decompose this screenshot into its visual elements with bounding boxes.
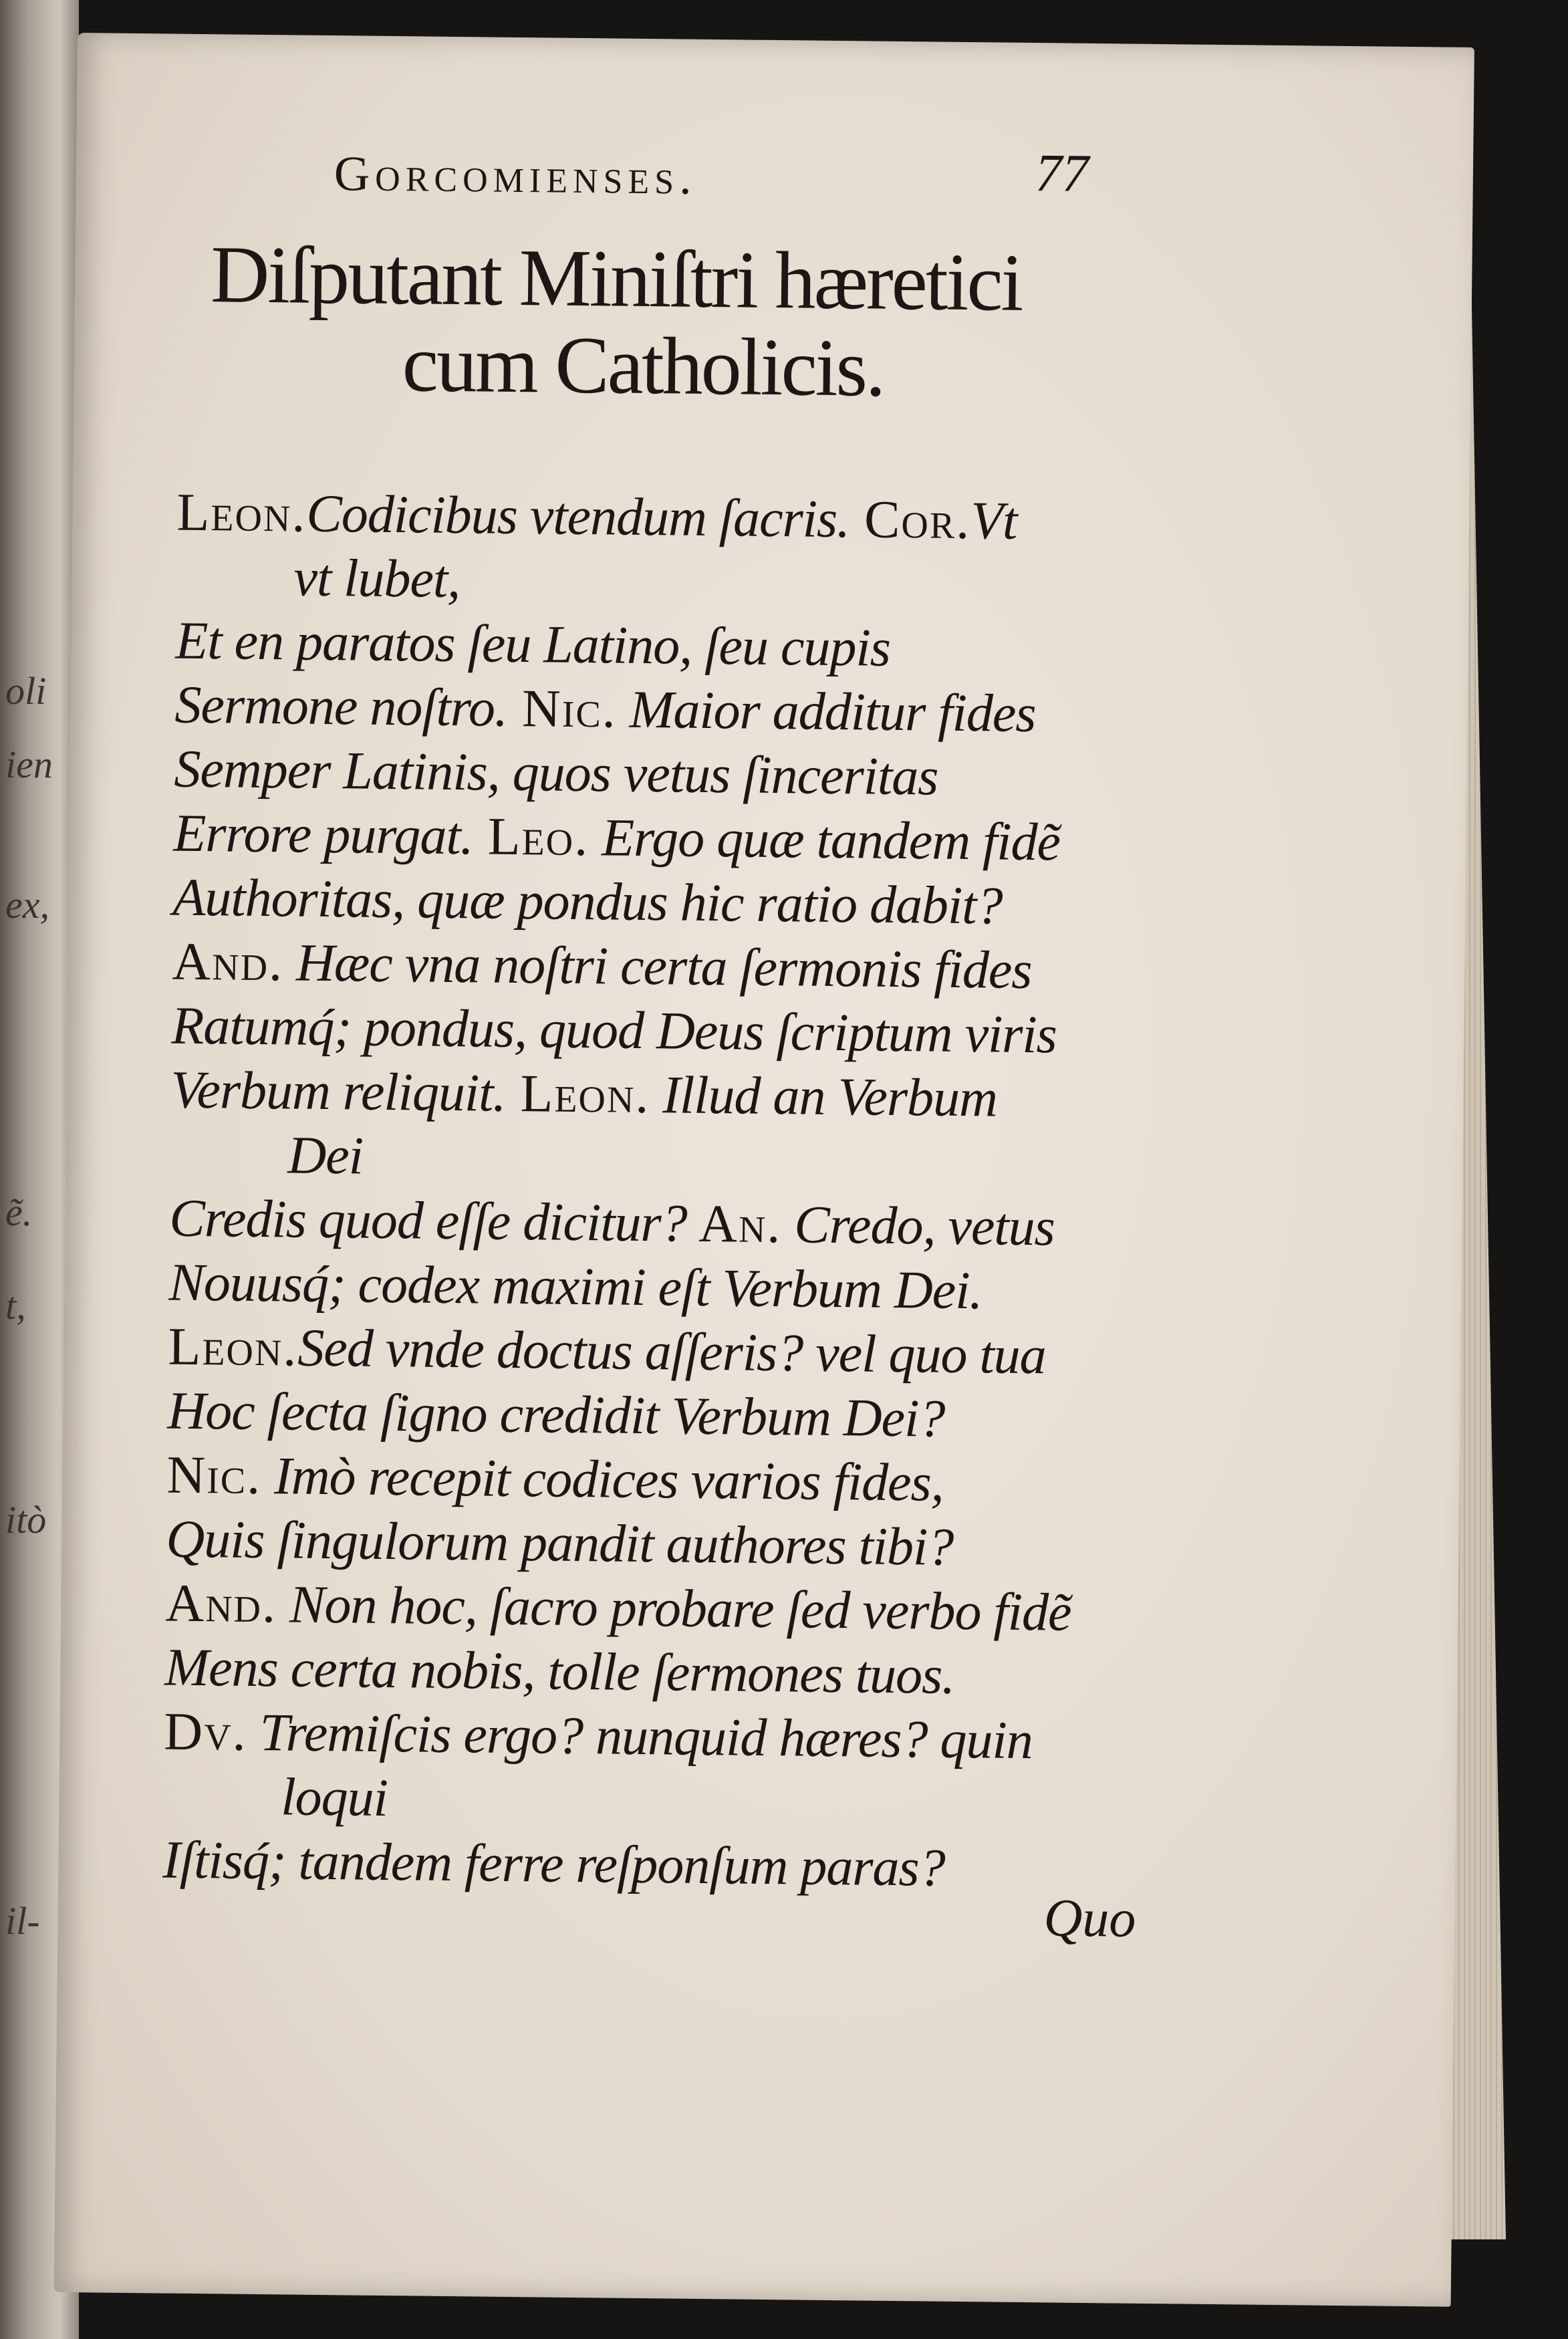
- verse-line: [175, 609, 1081, 683]
- verse-text: Mens certa nobis, tolle ſermones tuos.: [164, 1638, 955, 1705]
- speaker-label: And.: [165, 1574, 277, 1634]
- verse-text: Dei: [287, 1126, 364, 1186]
- verse-text: Iſtisq́; tandem ferre reſponſum paras?: [162, 1830, 946, 1898]
- speaker-label: Leo.: [473, 807, 590, 868]
- verse-line: [174, 673, 1081, 747]
- verse-line: [166, 1507, 1072, 1581]
- left-page-fragment: itò: [5, 1498, 47, 1542]
- left-page-fragment: oli: [5, 669, 47, 713]
- catchword: Quo: [1043, 1888, 1136, 1949]
- verse-line: [172, 930, 1078, 1003]
- verse-text: Verbum reliquit.: [170, 1060, 506, 1123]
- verse-text: Vt: [970, 491, 1017, 551]
- verse-text: Ratumq́; pondus, quod Deus ſcriptum viris: [171, 996, 1057, 1065]
- speaker-label: And.: [172, 932, 284, 993]
- left-page-fragment: t,: [5, 1284, 26, 1328]
- verse-line: [173, 802, 1079, 875]
- page-number: 77: [1035, 144, 1089, 203]
- left-page-fragment: ex,: [5, 883, 49, 927]
- speaker-label: Nic.: [507, 679, 618, 739]
- speaker-label: Dv.: [163, 1702, 248, 1762]
- verse-text: Sermone noſtro.: [174, 675, 508, 738]
- left-page-fragment: ien: [5, 743, 53, 786]
- verse-line: [170, 1122, 1076, 1196]
- verse-text: Ergo quæ tandem fidẽ: [588, 808, 1061, 872]
- verse-text: loqui: [280, 1767, 388, 1828]
- verse-line: [164, 1636, 1071, 1709]
- verse-line: [165, 1572, 1071, 1645]
- verse-line: [174, 737, 1080, 811]
- verse-text: Hoc ſecta ſigno credidit Verbum Dei?: [167, 1381, 945, 1449]
- verse-text: Credo, vetus: [781, 1195, 1055, 1257]
- left-page-fragment: ẽ.: [5, 1191, 33, 1234]
- verse-text: Et en paratos ſeu Latino, ſeu cupis: [175, 611, 891, 678]
- verse-text: Imò recepit codices varios fides,: [261, 1447, 944, 1513]
- verse-line: [164, 1700, 1070, 1773]
- verse-text: Maior additur fides: [616, 680, 1036, 744]
- verse-line: [168, 1251, 1075, 1324]
- left-page-fragment: il-: [5, 1899, 40, 1943]
- verse-line: [168, 1315, 1074, 1388]
- verse-text: Hæc vna noſtri certa ſermonis fides: [283, 933, 1032, 1001]
- verse-body: [162, 481, 1083, 1902]
- section-title-line-2: cum Catholicis.: [402, 318, 885, 414]
- verse-line: [169, 1187, 1075, 1260]
- speaker-label: Leon.: [505, 1064, 650, 1125]
- verse-line: [176, 545, 1082, 618]
- verse-line: [162, 1828, 1069, 1902]
- verse-text: Authoritas, quæ pondus hic ratio dabit?: [172, 868, 1003, 936]
- verse-text: Illud an Verbum: [649, 1066, 998, 1128]
- speaker-label: Cor.: [849, 490, 971, 551]
- verse-text: Semper Latinis, quos vetus ſinceritas: [174, 739, 938, 807]
- verse-text: Sed vnde doctus aſſeris? vel quo tua: [297, 1318, 1047, 1386]
- verse-text: Credis quod eſſe dicitur?: [169, 1189, 688, 1253]
- verse-text: Quis ſingulorum pandit authores tibi?: [166, 1509, 954, 1577]
- verse-text: vt lubet,: [293, 548, 461, 610]
- running-head: Gorcomienses.: [334, 146, 698, 205]
- verse-text: Nouusq́; codex maximi eſt Verbum Dei.: [168, 1253, 983, 1321]
- verse-text: Non hoc, ſacro probare ſed verbo fidẽ: [276, 1575, 1071, 1642]
- section-title-line-1: Diſputant Miniſtri hæretici: [210, 229, 1023, 328]
- verse-line: [167, 1379, 1073, 1453]
- verse-line: [176, 481, 1083, 554]
- verse-line: [166, 1443, 1073, 1517]
- verse-line: [163, 1764, 1069, 1838]
- verse-text: Tremiſcis ergo? nunquid hæres? quin: [247, 1703, 1033, 1771]
- speaker-label: Leon.: [176, 483, 307, 543]
- verse-line: [170, 1058, 1077, 1132]
- speaker-label: Leon.: [168, 1317, 298, 1378]
- verse-line: [171, 994, 1077, 1068]
- verse-text: Errore purgat.: [173, 804, 474, 866]
- verse-text: Codicibus vtendum ſacris.: [306, 484, 850, 549]
- verse-line: [172, 866, 1079, 939]
- speaker-label: Nic.: [166, 1445, 262, 1506]
- book-page: [54, 33, 1474, 2307]
- speaker-label: An.: [686, 1194, 782, 1255]
